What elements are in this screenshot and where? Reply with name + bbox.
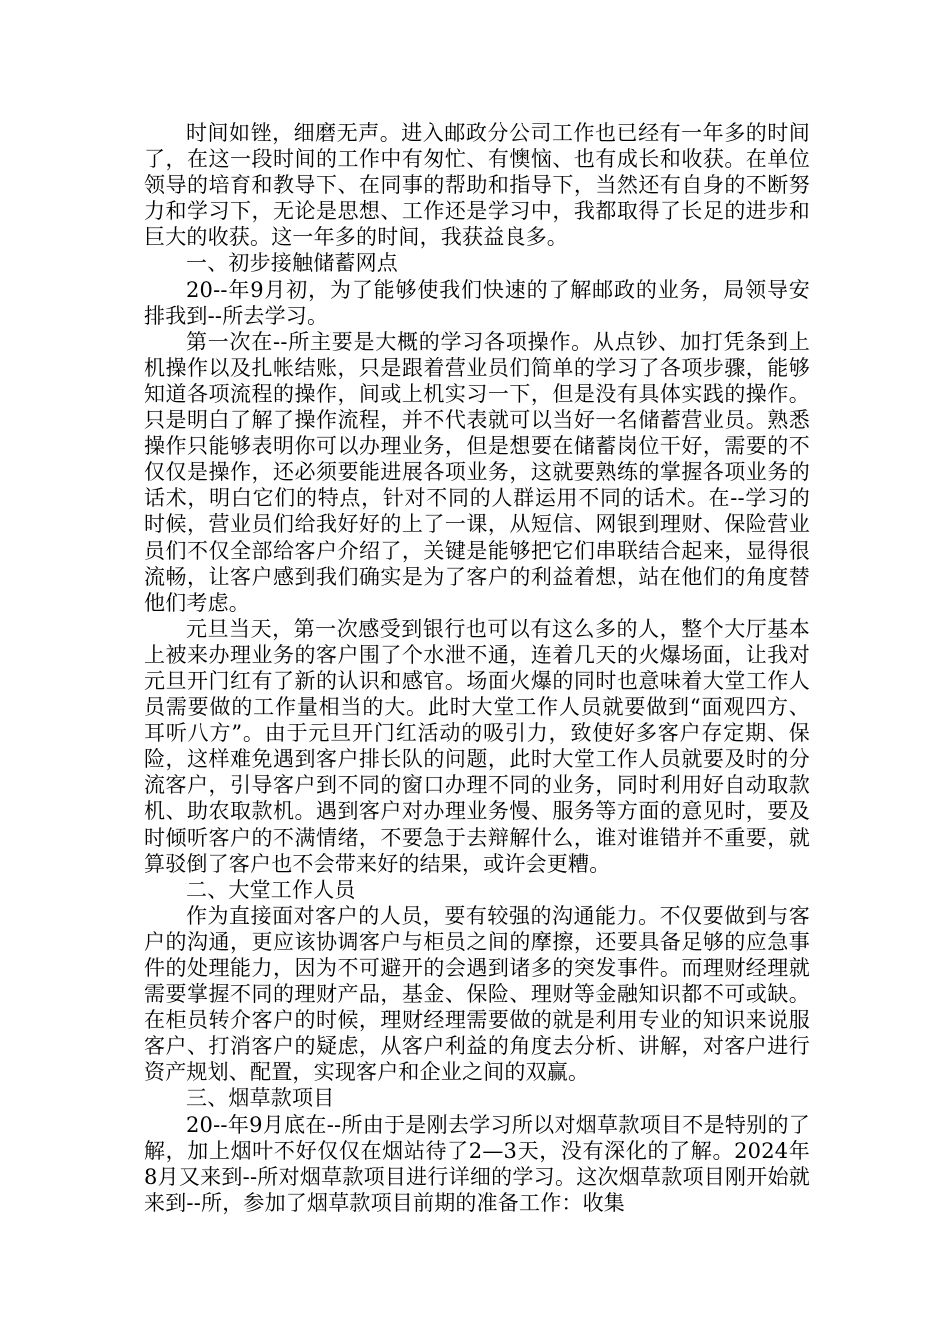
paragraph-first-study: 第一次在--所主要是大概的学习各项操作。从点钞、加打凭条到上机操作以及扎帐结账，只是跟着营业员们简单的学习了各项步骤，能够知道各项流程的操作，间或上机实习一下，但是没有具体实践的操作。只是明白了解了操作流程，并不代表就可以当好一名储蓄营业员。熟悉操作只能够表明你可以办理业务，但是想要在储蓄岗位干好，需要的不仅仅是操作，还必须要能进展各项业务，这就要熟练的掌握各项业务的话术，明白它们的特点，针对不同的人群运用不同的话术。在--学习的时候，营业员们给我好好的上了一课，从短信、网银到理财、保险营业员们不仅全部给客户介绍了，关键是能够把它们串联结合起来，显得很流畅，让客户感到我们确实是为了客户的利益着想，站在他们的角度替他们考虑。 (144, 329, 810, 615)
paragraph-september-arrangement: 20--年9月初，为了能够使我们快速的了解邮政的业务，局领导安排我到--所去学习。 (144, 277, 810, 328)
section-heading-3: 三、烟草款项目 (186, 1086, 335, 1111)
paragraph-intro: 时间如锉，细磨无声。进入邮政分公司工作也已经有一年多的时间了，在这一段时间的工作中有匆忙、有懊恼、也有成长和收获。在单位领导的培育和教导下、在同事的帮助和指导下，当然还有自身的不断努力和学习下，无论是思想、工作还是学习中，我都取得了长足的进步和巨大的收获。这一年多的时间，我获益良多。 (144, 121, 810, 250)
section-heading-1: 一、初步接触储蓄网点 (186, 251, 398, 276)
document-body (144, 120, 810, 1216)
paragraph-tobacco-project: 20--年9月底在--所由于是刚去学习所以对烟草款项目不是特别的了解，加上烟叶不好仅仅在烟站待了2—3天，没有深化的了解。2024年8月又来到--所对烟草款项目进行详细的学习。这次烟草款项目刚开始就来到--所，参加了烟草款项目前期的准备工作：收集 (144, 1112, 810, 1215)
paragraph-lobby-staff: 作为直接面对客户的人员，要有较强的沟通能力。不仅要做到与客户的沟通，更应该协调客户与柜员之间的摩擦，还要具备足够的应急事件的处理能力，因为不可避开的会遇到诸多的突发事件。而理财经理就需要掌握不同的理财产品，基金、保险、理财等金融知识都不可或缺。在柜员转介客户的时候，理财经理需要做的就是利用专业的知识来说服客户、打消客户的疑虑，从客户利益的角度去分析、讲解，对客户进行资产规划、配置，实现客户和企业之间的双赢。 (144, 903, 810, 1085)
section-heading-2: 二、大堂工作人员 (186, 877, 356, 902)
paragraph-new-year: 元旦当天，第一次感受到银行也可以有这么多的人，整个大厅基本上被来办理业务的客户围了个水泄不通，连着几天的火爆场面，让我对元旦开门红有了新的认识和感官。场面火爆的同时也意味着大堂工作人员需要做的工作量相当的大。此时大堂工作人员就要做到“面观四方、耳听八方”。由于元旦开门红活动的吸引力，致使好多客户存定期、保险，这样难免遇到客户排长队的问题，此时大堂工作人员就要及时的分流客户，引导客户到不同的窗口办理不同的业务，同时利用好自动取款机、助农取款机。遇到客户对办理业务慢、服务等方面的意见时，要及时倾听客户的不满情绪，不要急于去辩解什么，谁对谁错并不重要，就算驳倒了客户也不会带来好的结果，或许会更糟。 (144, 616, 810, 876)
